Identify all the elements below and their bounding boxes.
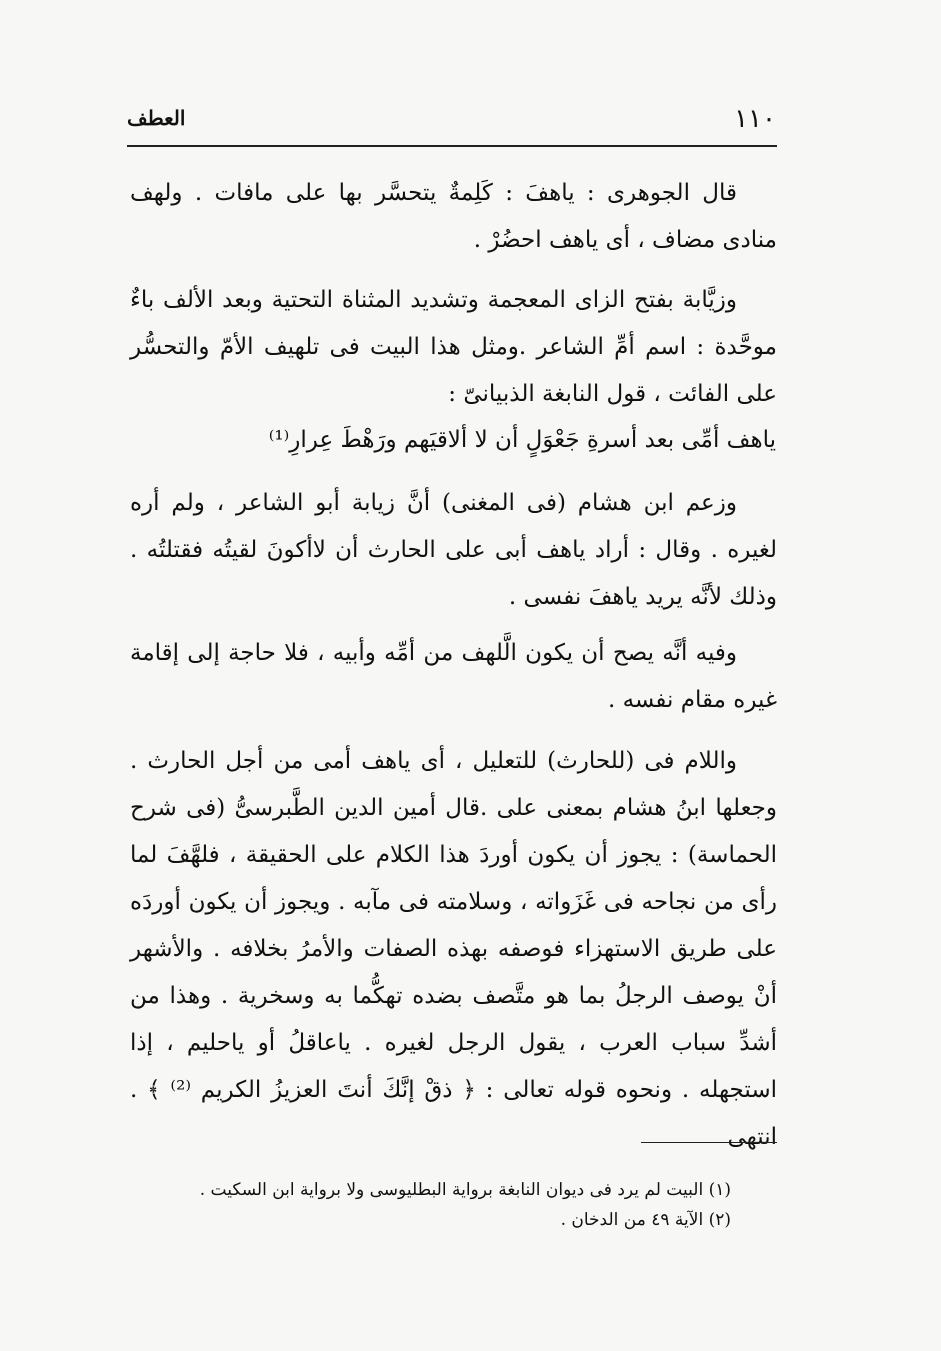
- paragraph-3: وزعم ابن هشام (فى المغنى) أنَّ زيابة أبو الشاعر ، ولم أره لغيره . وقال : أراد ياهف أبى على الحارث أن لاأكونَ لقيتُه فقتلتُه . وذلك لأنَّه يريد ياهفَ نفسى .: [130, 490, 777, 610]
- page-number: ١١٠: [734, 104, 776, 134]
- footnote-1: (١) البيت لم يرد فى ديوان النابغة برواية البطليوسى ولا برواية ابن السكيت .: [199, 1180, 731, 1200]
- paragraph-1: قال الجوهرى : ياهفَ : كَلِمةٌ يتحسَّر بها على مافات . ولهف منادى مضاف ، أى ياهف احضُرْ .: [130, 180, 777, 253]
- paragraph-4: وفيه أنَّه يصح أن يكون الَّلهف من أمِّه وأبيه ، فلا حاجة إلى إقامة غيره مقام نفسه .: [130, 640, 777, 713]
- running-head: العطف: [127, 106, 186, 130]
- header-rule: [127, 145, 777, 147]
- footnote-rule: [641, 1142, 777, 1143]
- footnote-2: (٢) الآية ٤٩ من الدخان .: [560, 1210, 731, 1230]
- paragraph-5: واللام فى (للحارث) للتعليل ، أى ياهف أمى من أجل الحارث . وجعلها ابنُ هشام بمعنى على .قال أمين الدين الطَّبرسىُّ (فى شرح الحماسة) : يجوز أن يكون أوردَ هذا الكلام على الحقيقة ، فلهَّفَ لما رأى من نجاحه فى غَزَواته ، وسلامته فى مآبه . ويجوز أن يكون أوردَه على طريق الاستهزاء فوصفه بهذه الصفات والأمرُ بخلافه . والأشهر أنْ يوصف الرجلُ بما هو متَّصف بضده تهكُّما به وسخرية . وهذا من أشدِّ سباب العرب ، يقول الرجل لغيره . ياعاقلُ أو ياحليم ، إذا استجهله . ونحوه قوله تعالى : ﴿ ذقْ إنَّكَ أنتَ العزيزُ الكريم ⁽²⁾ ﴾ . انتهى: [130, 748, 778, 1150]
- poetry-verse: ياهف أمِّى بعد أسرةِ جَعْوَلٍ أن لا ألاقيَهم ورَهْطَ عِرارِ⁽¹⁾: [268, 427, 776, 453]
- paragraph-2: وزيَّابة بفتح الزاى المعجمة وتشديد المثناة التحتية وبعد الألف باءٌ موحَّدة : اسم أمِّ الشاعر .ومثل هذا البيت فى تلهيف الأمّ والتحسُّر على الفائت ، قول النابغة الذبيانىّ :: [130, 287, 777, 407]
